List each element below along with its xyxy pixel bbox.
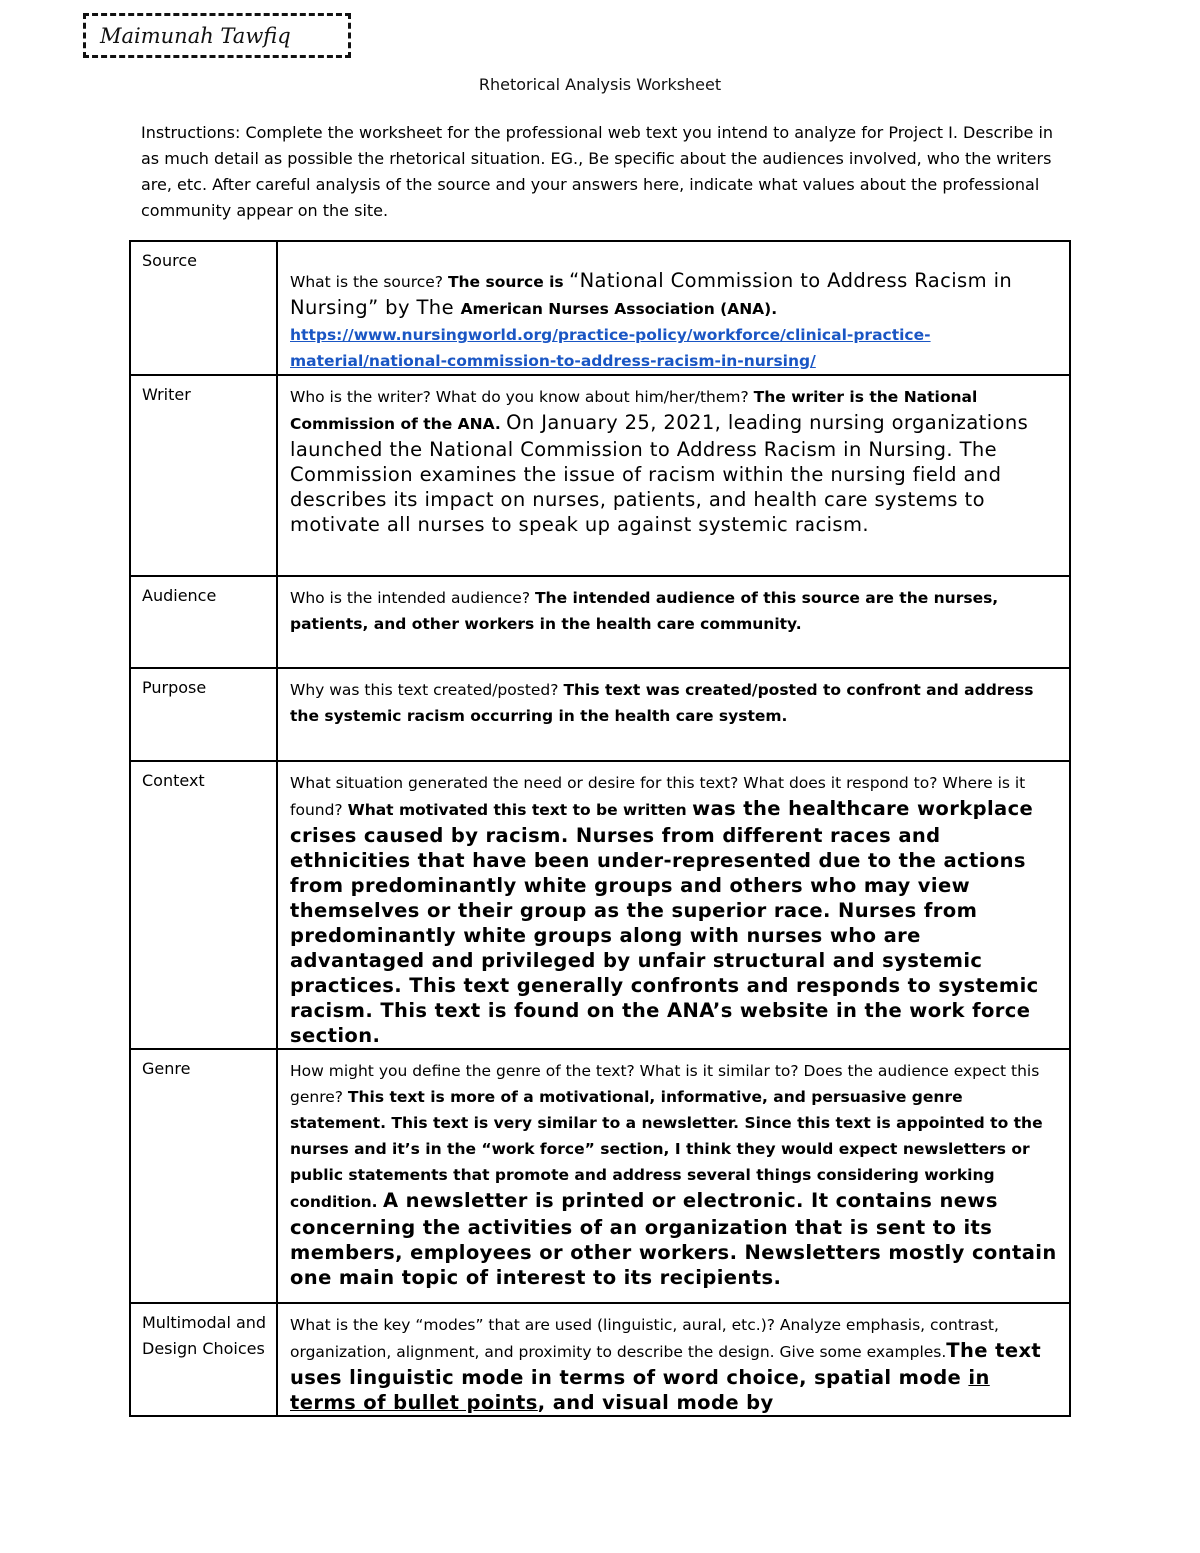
question-audience: Who is the intended audience? bbox=[290, 589, 535, 607]
instructions: Instructions: Complete the worksheet for the professional web text you intend to analyze for Project I. Describe in as much detail as possible the rhetorical situation. EG., Be specific about the audiences involved, who the writers are, etc. After careful analysis of the source and your answers here, indicate what values about the professional community appear on the site. bbox=[141, 123, 1054, 220]
label-context: Context bbox=[130, 761, 277, 1049]
question-writer: Who is the writer? What do you know about him/her/them? bbox=[290, 388, 754, 406]
answer-source-c: American Nurses Association (ANA). bbox=[460, 300, 778, 318]
answer-genre-a: This text is more of a motivational, informative, and persuasive genre statement. This text is very similar to a newsletter. Since this text is appointed to the nurses and it’s in the “work force” section, I think they would expect newsletters or public statements that promote and address several things considering working condition. bbox=[290, 1088, 1043, 1211]
cell-purpose bbox=[277, 668, 1070, 761]
label-source: Source bbox=[130, 241, 277, 375]
label-writer: Writer bbox=[130, 375, 277, 576]
row-writer bbox=[130, 375, 1070, 576]
answer-audience: The intended audience of this source are the nurses, patients, and other workers in the health care community. bbox=[290, 589, 999, 633]
question-context: What situation generated the need or desire for this text? What does it respond to? Where is it found? bbox=[290, 774, 1026, 819]
answer-context-b: was the healthcare workplace crises caused by racism. Nurses from different races and ethnicities that have been under-represented due to the actions from predominantly white groups and others who may view themselves or their group as the superior race. Nurses from predominantly white groups along with nurses who are advantaged and privileged by unfair structural and systemic practices. This text generally confronts and responds to systemic racism. This text is found on the ANA’s website in the work force section. bbox=[290, 797, 1039, 1047]
answer-multimodal-b: in terms of bullet points bbox=[290, 1366, 990, 1414]
answer-purpose: This text was created/posted to confront and address the systemic racism occurring in the health care system. bbox=[290, 681, 1034, 725]
question-purpose: Why was this text created/posted? bbox=[290, 681, 564, 699]
answer-genre-b: A newsletter is printed or electronic. It contains news concerning the activities of an organization that is sent to its members, employees or other workers. Newsletters mostly contain one main topic of interest to its recipients. bbox=[290, 1189, 1057, 1289]
answer-source-b: “National Commission to Address Racism in Nursing” by The bbox=[290, 269, 1013, 319]
student-name-box bbox=[83, 13, 351, 58]
source-link[interactable]: https://www.nursingworld.org/practice-policy/workforce/clinical-practice-material/national-commission-to-address-racism-in-nursing/ bbox=[290, 326, 931, 370]
worksheet-table bbox=[129, 240, 1071, 1417]
cell-multimodal bbox=[277, 1303, 1070, 1416]
label-multimodal: Multimodal and Design Choices bbox=[130, 1303, 277, 1416]
label-audience: Audience bbox=[130, 576, 277, 668]
cell-audience bbox=[277, 576, 1070, 668]
cell-writer bbox=[277, 375, 1070, 576]
answer-source-a: The source is bbox=[447, 273, 570, 291]
question-multimodal: What is the key “modes” that are used (linguistic, aural, etc.)? Analyze emphasis, contrast, organization, alignment, and proximity to describe the design. Give some examples. bbox=[290, 1316, 999, 1361]
row-multimodal bbox=[130, 1303, 1070, 1416]
row-audience bbox=[130, 576, 1070, 668]
row-purpose bbox=[130, 668, 1070, 761]
page-title: Rhetorical Analysis Worksheet bbox=[478, 75, 722, 94]
cell-genre bbox=[277, 1049, 1070, 1303]
label-purpose: Purpose bbox=[130, 668, 277, 761]
label-genre: Genre bbox=[130, 1049, 277, 1303]
question-genre: How might you define the genre of the text? What is it similar to? Does the audience expect this genre? bbox=[290, 1062, 1040, 1106]
answer-multimodal-c: , and visual mode by bbox=[537, 1391, 774, 1414]
question-source: What is the source? bbox=[290, 273, 448, 291]
student-name: Maimunah Tawfiq bbox=[100, 24, 291, 48]
answer-context-a: What motivated this text to be written bbox=[347, 801, 693, 819]
cell-context bbox=[277, 761, 1070, 1049]
row-context bbox=[130, 761, 1070, 1049]
cell-source bbox=[277, 241, 1070, 375]
answer-writer-a: The writer is the National Commission of the ANA. bbox=[290, 388, 978, 433]
answer-writer-b: On January 25, 2021, leading nursing organizations launched the National Commission to Address Racism in Nursing. The Commission examines the issue of racism within the nursing field and describes its impact on nurses, patients, and health care systems to motivate all nurses to speak up against systemic racism. bbox=[290, 411, 1029, 536]
row-genre bbox=[130, 1049, 1070, 1303]
row-source bbox=[130, 241, 1070, 375]
answer-multimodal-a: The text uses linguistic mode in terms of word choice, spatial mode bbox=[290, 1339, 1042, 1389]
